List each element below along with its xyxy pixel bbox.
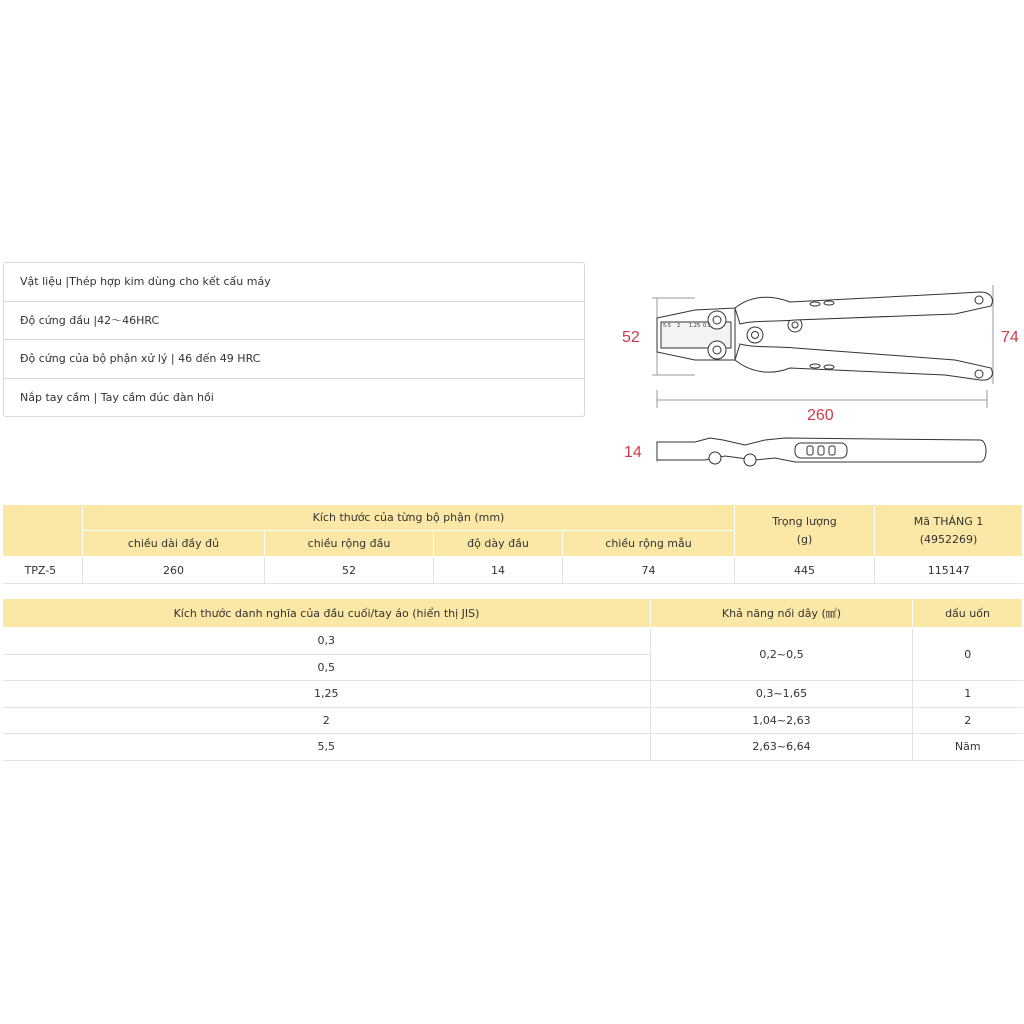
die-label-4: 0.5 [703, 323, 711, 329]
spec-grip-cover: Nắp tay cầm | Tay cầm đúc đàn hồi [20, 390, 214, 404]
table-row [3, 681, 1023, 708]
cell-weight: 445 [735, 557, 875, 584]
cell-head-thickness: 14 [434, 557, 563, 584]
table-row [3, 557, 1023, 584]
cell-mark: 0 [913, 628, 1023, 681]
cell-mark: Năm [913, 734, 1023, 761]
cell-size: 1,25 [3, 681, 651, 708]
dim-grip-width: 74 [1001, 329, 1019, 346]
cell-size: 0,5 [3, 654, 651, 681]
table-row [3, 734, 1023, 761]
header-head-width: chiều rộng đầu [265, 531, 434, 557]
terminal-size-table [2, 598, 1023, 761]
header-head-thickness: độ dày đầu [434, 531, 563, 557]
header-crimp-mark: dấu uốn [913, 599, 1023, 628]
cell-size: 2 [3, 707, 651, 734]
cell-mark: 1 [913, 681, 1023, 708]
spec-head-hardness: Độ cứng đầu |42～46HRC [4, 302, 584, 341]
cell-size: 0,3 [3, 628, 651, 655]
header-capacity: Khả năng nối dây (㎟) [651, 599, 913, 628]
crimper-drawing [615, 280, 1024, 470]
cell-capacity: 2,63~6,64 [651, 734, 913, 761]
spec-treated-hardness: Độ cứng của bộ phận xử lý | 46 đến 49 HRC [4, 340, 584, 379]
cell-size: 5,5 [3, 734, 651, 761]
spec-list [3, 262, 585, 417]
dim-thickness: 14 [624, 444, 642, 461]
spec-material: Vật liệu |Thép hợp kim dùng cho kết cấu máy [4, 263, 584, 302]
cell-length: 260 [83, 557, 265, 584]
header-terminal-size: Kích thước danh nghĩa của đầu cuối/tay áo (hiển thị JIS) [3, 599, 651, 628]
table-row [3, 628, 1023, 655]
die-label-3: 1.25 [689, 323, 701, 329]
header-grip-width: chiều rộng mẫu [563, 531, 735, 557]
cell-grip-width: 74 [563, 557, 735, 584]
header-length: chiều dài đầy đủ [83, 531, 265, 557]
die-label-2: 2 [677, 323, 681, 329]
cell-head-width: 52 [265, 557, 434, 584]
cell-model: TPZ-5 [3, 557, 83, 584]
dim-length: 260 [807, 407, 834, 424]
dim-head-width: 52 [622, 329, 640, 346]
header-weight: Trọng lượng (g) [735, 505, 875, 557]
header-dimensions-group: Kích thước của từng bộ phận (mm) [83, 505, 735, 531]
header-code: Mã THÁNG 1 (4952269) [875, 505, 1023, 557]
cell-capacity: 0,2~0,5 [651, 628, 913, 681]
cell-mark: 2 [913, 707, 1023, 734]
cell-code: 115147 [875, 557, 1023, 584]
header-model [3, 505, 83, 557]
die-label-1: 5.5 [663, 323, 671, 329]
table-row [3, 707, 1023, 734]
cell-capacity: 1,04~2,63 [651, 707, 913, 734]
cell-capacity: 0,3~1,65 [651, 681, 913, 708]
dimension-table [2, 504, 1023, 584]
